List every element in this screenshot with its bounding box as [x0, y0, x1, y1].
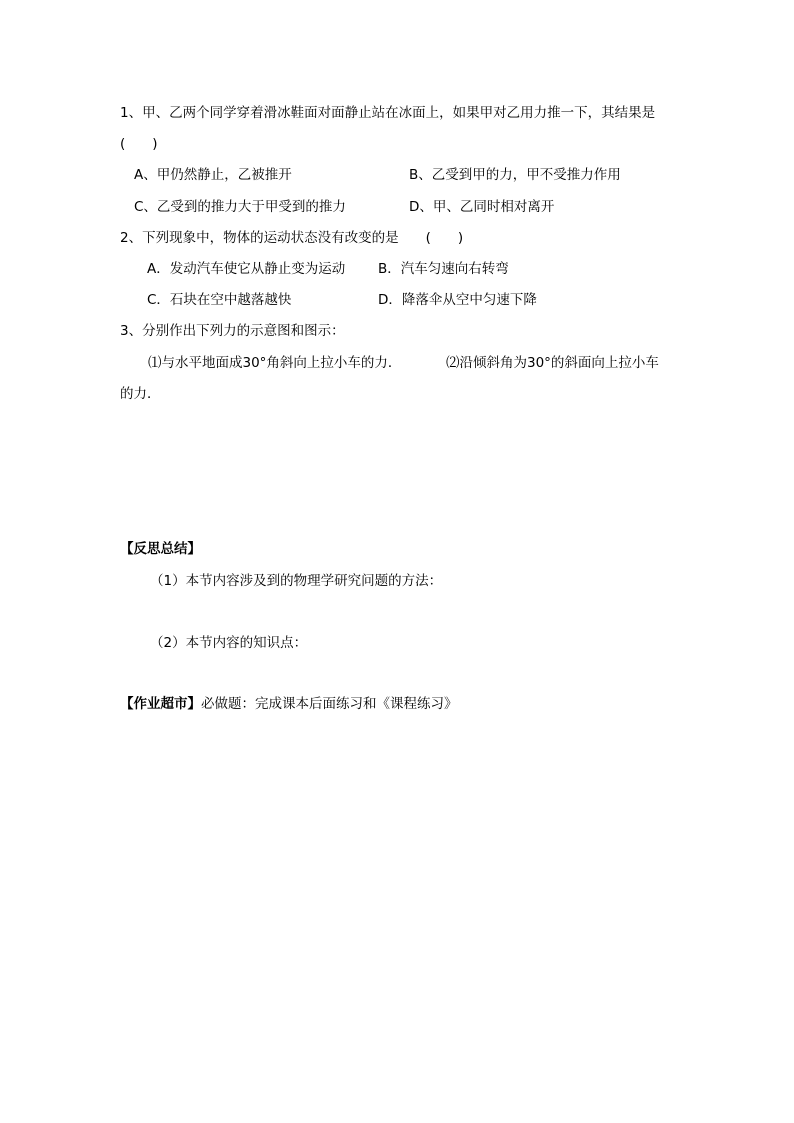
question-2-option-b: B．汽车匀速向右转弯	[378, 261, 509, 277]
question-2-option-d: D．降落伞从空中匀速下降	[378, 292, 537, 308]
homework-heading: 【作业超市】	[120, 696, 201, 712]
question-3-part-2-continued: 的力．	[120, 386, 161, 402]
reflection-item-2: （2）本节内容的知识点：	[150, 635, 308, 651]
question-3-stem: 3、分别作出下列力的示意图和图示：	[120, 323, 345, 339]
question-1-option-b: B、乙受到甲的力，甲不受推力作用	[409, 167, 621, 183]
question-2-option-a: A．发动汽车使它从静止变为运动	[147, 261, 346, 277]
homework-text: 必做题：完成课本后面练习和《课程练习》	[201, 696, 458, 712]
question-1-stem: 1、甲、乙两个同学穿着滑冰鞋面对面静止站在冰面上，如果甲对乙用力推一下，其结果是	[120, 105, 656, 121]
question-1-option-d: D、甲、乙同时相对离开	[409, 199, 555, 215]
question-1-option-c: C、乙受到的推力大于甲受到的推力	[134, 199, 346, 215]
reflection-item-1: （1）本节内容涉及到的物理学研究问题的方法：	[150, 573, 443, 589]
question-1-answer-blank: ( )	[120, 136, 158, 152]
question-3-part-1: ⑴与水平地面成30°角斜向上拉小车的力．	[148, 355, 402, 371]
homework-line	[120, 695, 458, 713]
reflection-heading: 【反思总结】	[120, 541, 201, 557]
question-1-option-a: A、甲仍然静止，乙被推开	[134, 167, 292, 183]
question-2-stem: 2、下列现象中，物体的运动状态没有改变的是 ( )	[120, 230, 464, 246]
question-3-part-2: ⑵沿倾斜角为30°的斜面向上拉小车	[446, 355, 659, 371]
question-2-option-c: C．石块在空中越落越快	[147, 292, 292, 308]
